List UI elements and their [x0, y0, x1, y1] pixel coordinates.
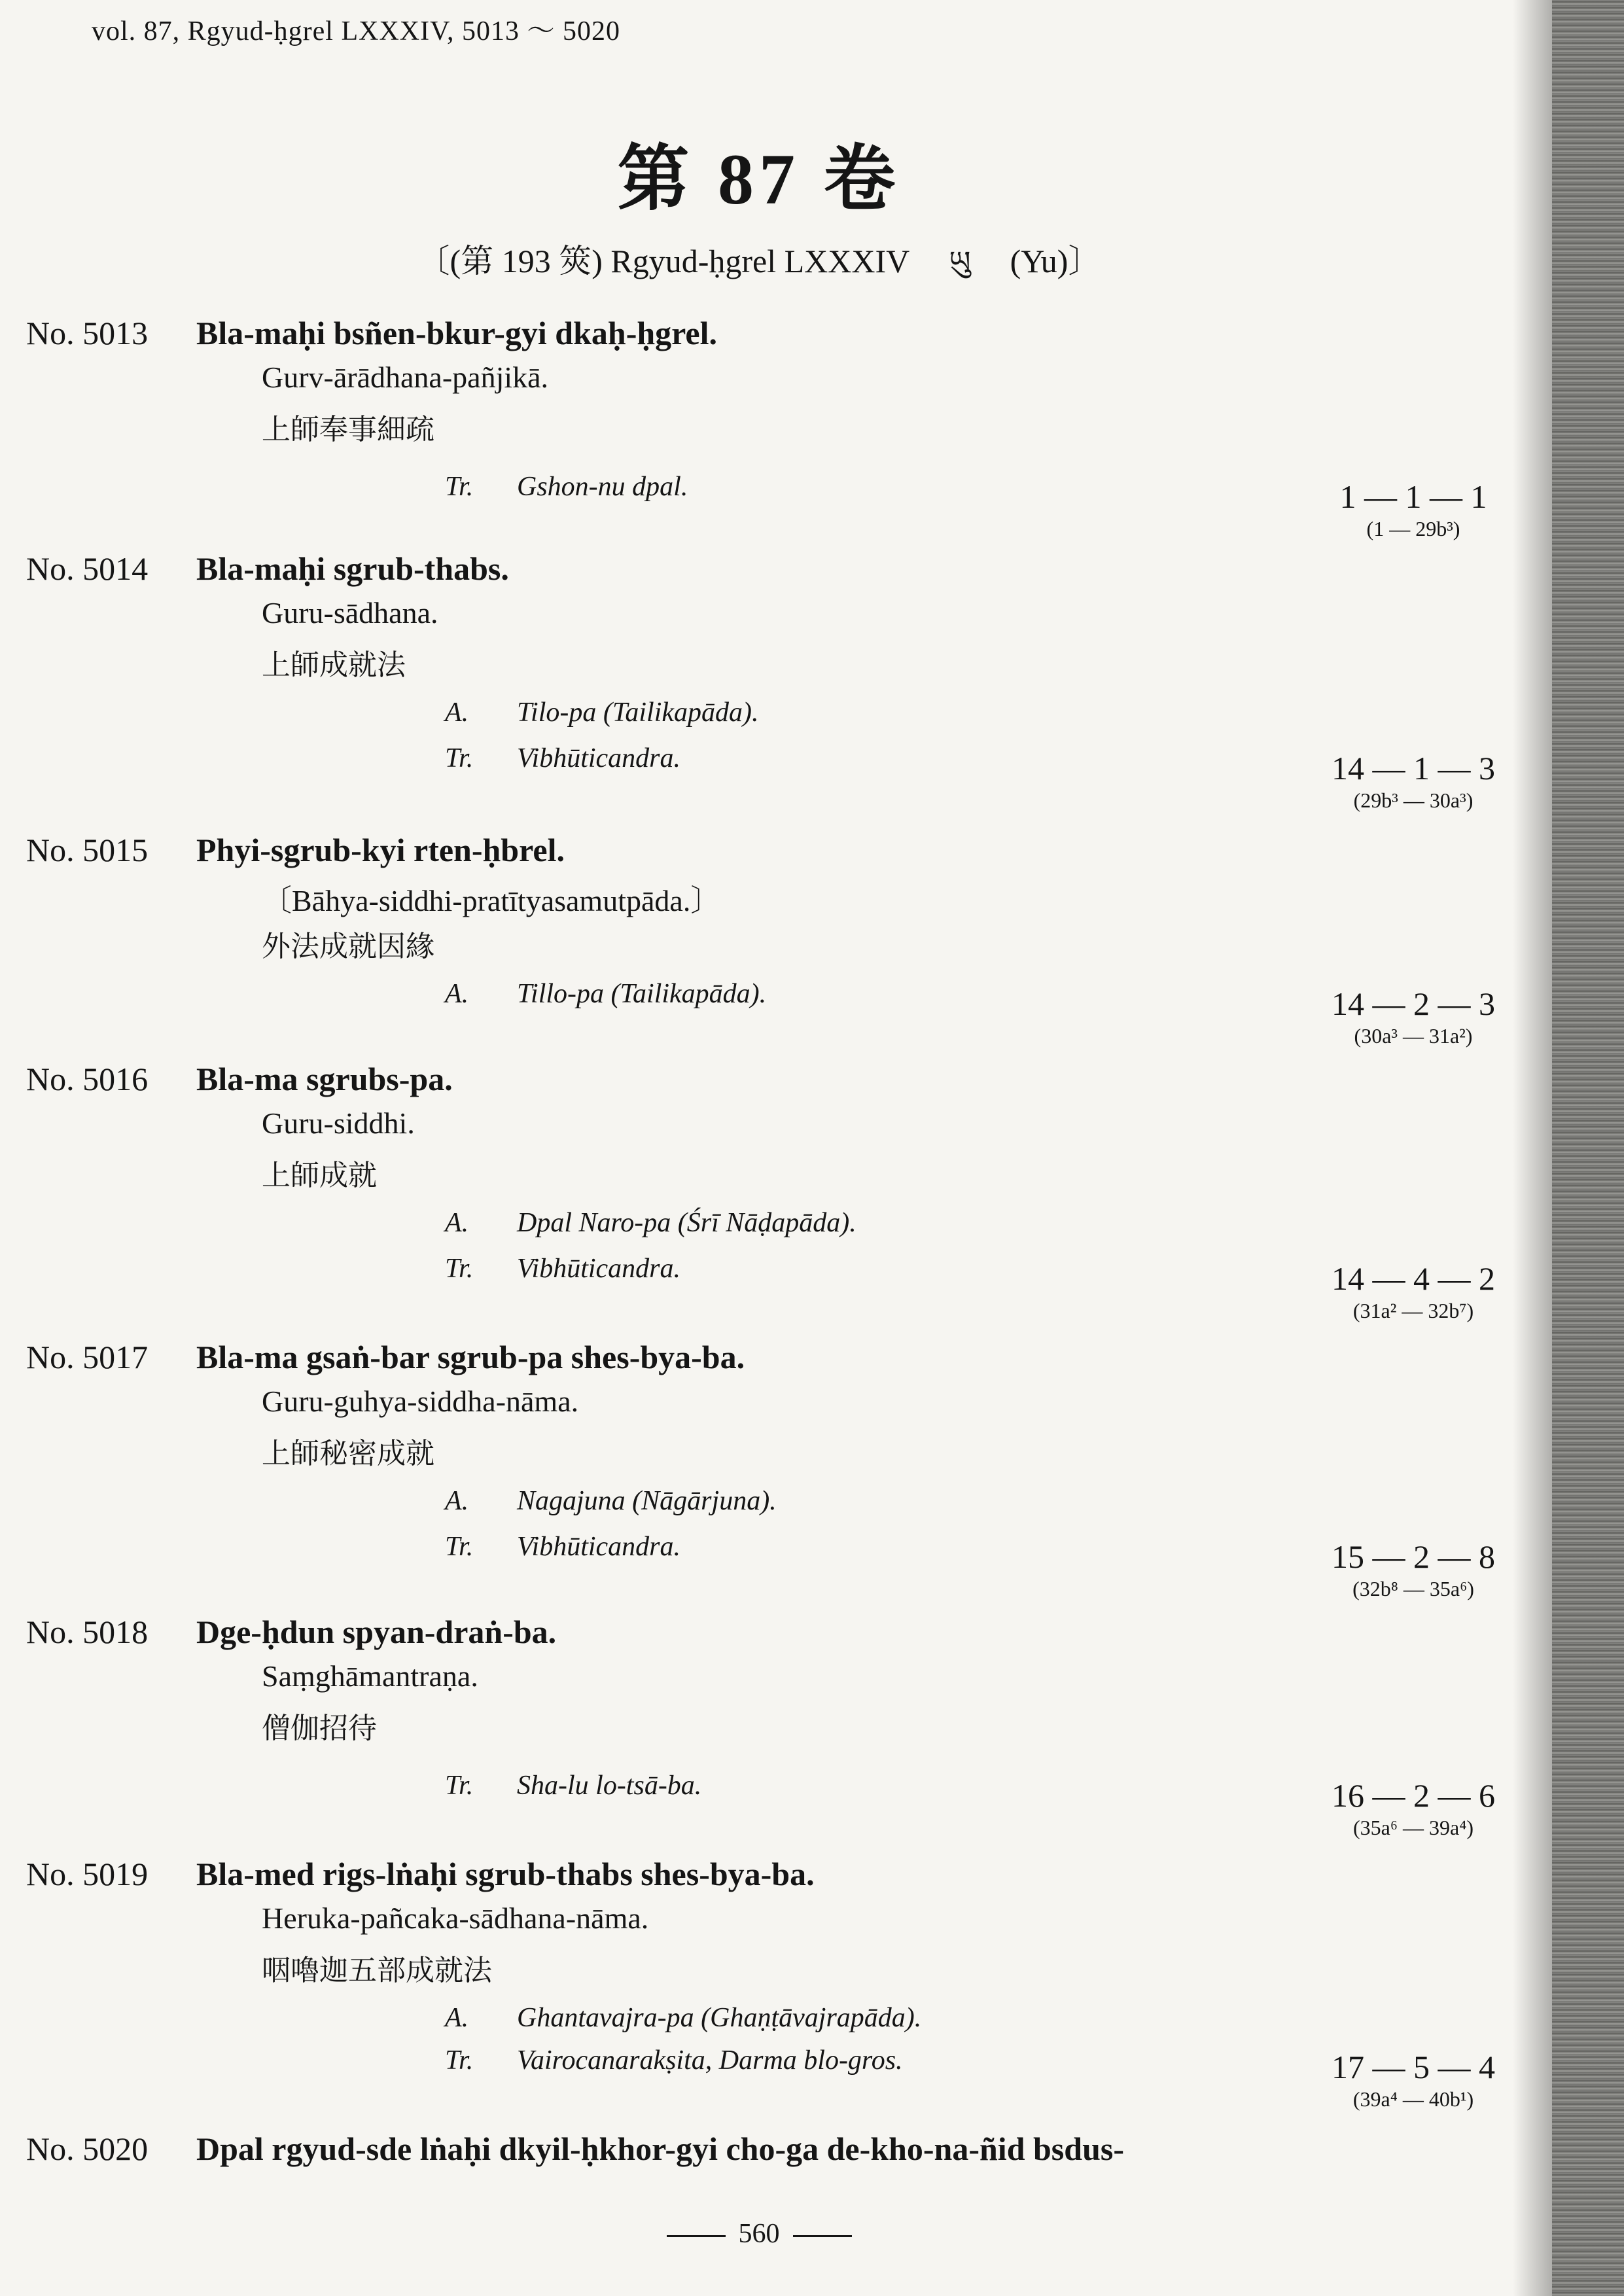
author-tag: A. — [445, 979, 469, 1009]
entry-number: No. 5018 — [26, 1614, 149, 1650]
entry-folio-range: (39a⁴ — 40b¹) — [1352, 2087, 1474, 2111]
entry-author — [445, 2002, 921, 2034]
entry-folio-range: (32b⁸ — 35a⁶) — [1352, 1577, 1474, 1600]
entry-tibetan-title: Dpal rgyud-sde lṅaḥi dkyil-ḥkhor-gyi cho-ga de-kho-na-ñid bsdus- — [196, 2130, 1124, 2167]
translator-name: Vibhūticandra. — [517, 1532, 681, 1562]
entry-tibetan-title: Dge-ḥdun spyan-draṅ-ba. — [196, 1614, 557, 1650]
entry-sanskrit-title: Guru-siddhi. — [262, 1106, 415, 1140]
entry-translator — [445, 1253, 680, 1284]
volume-subtitle — [0, 229, 1518, 313]
entry-number: No. 5017 — [26, 1339, 149, 1375]
translator-name: Vairocanarakṣita, Darma blo-gros. — [517, 2045, 903, 2075]
entry-tibetan-title: Bla-maḥi sgrub-thabs. — [196, 550, 509, 587]
translator-tag: Tr. — [445, 1771, 474, 1801]
translator-name: Sha-lu lo-tsā-ba. — [517, 1771, 702, 1801]
entry-tibetan-title: Bla-ma sgrubs-pa. — [196, 1061, 453, 1097]
entry-reference: 15 — 2 — 8 — [1332, 1538, 1495, 1575]
catalog-entry — [0, 2130, 1544, 2182]
entry-author — [445, 1485, 777, 1517]
volume-title: 第 87 卷 — [617, 139, 901, 219]
entry-translator — [445, 1770, 701, 1801]
catalog-entry — [0, 1855, 1544, 2111]
author-name: Dpal Naro-pa (Śrī Nāḍapāda). — [517, 1208, 856, 1238]
entry-number: No. 5014 — [26, 550, 149, 587]
translator-name: Vibhūticandra. — [517, 1254, 681, 1284]
entry-translator — [445, 471, 688, 503]
entry-number: No. 5020 — [26, 2130, 149, 2167]
entry-chinese-title: 僧伽招待 — [262, 1712, 377, 1745]
entry-folio-range: (29b³ — 30a³) — [1353, 788, 1474, 812]
entry-tibetan-title: Phyi-sgrub-kyi rten-ḥbrel. — [196, 832, 565, 868]
entry-sanskrit-title: Guru-sādhana. — [262, 596, 438, 629]
author-name: Ghantavajra-pa (Ghaṇṭāvajrapāda). — [517, 2003, 922, 2033]
catalog-entry — [0, 1060, 1544, 1322]
catalog-entry — [0, 831, 1544, 1080]
entry-folio-range: (1 — 29b³) — [1366, 517, 1460, 540]
catalog-entry — [0, 1613, 1544, 1862]
author-tag: A. — [445, 1208, 469, 1238]
entry-tibetan-title: Bla-ma gsaṅ-bar sgrub-pa shes-bya-ba. — [196, 1339, 745, 1375]
page-number — [0, 2218, 1518, 2250]
author-name: Nagajuna (Nāgārjuna). — [517, 1486, 777, 1516]
page-number-dash-right — [793, 2235, 852, 2237]
entry-tibetan-title: Bla-med rigs-lṅaḥi sgrub-thabs shes-bya-ba. — [196, 1856, 815, 1892]
entry-sanskrit-title: Saṃghāmantraṇa. — [262, 1659, 478, 1693]
page-number-dash-left — [667, 2235, 726, 2237]
page-edge — [1552, 0, 1624, 2296]
entry-sanskrit-title: Gurv-ārādhana-pañjikā. — [262, 361, 549, 394]
entry-sanskrit-title: Guru-guhya-siddha-nāma. — [262, 1385, 579, 1418]
author-tag: A. — [445, 698, 469, 728]
entry-tibetan-title: Bla-maḥi bsñen-bkur-gyi dkaḥ-ḥgrel. — [196, 315, 718, 351]
translator-name: Gshon-nu dpal. — [517, 472, 688, 502]
entry-reference: 1 — 1 — 1 — [1339, 478, 1487, 515]
translator-tag: Tr. — [445, 472, 474, 502]
subtitle-prefix: 〔(第 193 筴) Rgyud-ḥgrel LXXXIV — [417, 243, 910, 279]
entry-reference: 17 — 5 — 4 — [1332, 2049, 1495, 2085]
author-name: Tilo-pa (Tailikapāda). — [517, 698, 759, 728]
entry-folio-range: (31a² — 32b⁷) — [1352, 1299, 1474, 1322]
translator-tag: Tr. — [445, 1532, 474, 1562]
entry-chinese-title: 外法成就因緣 — [262, 930, 434, 963]
author-tag: A. — [445, 2003, 469, 2033]
entry-reference: 16 — 2 — 6 — [1332, 1777, 1495, 1814]
catalog-entry — [0, 314, 1544, 563]
subtitle-letter: ཡུ — [949, 245, 971, 279]
translator-tag: Tr. — [445, 1254, 474, 1284]
entry-folio-range: (35a⁶ — 39a⁴) — [1352, 1816, 1474, 1839]
entry-translator — [445, 1531, 680, 1563]
entry-chinese-title: 上師秘密成就 — [262, 1437, 434, 1470]
entry-sanskrit-title: 〔Bāhya-siddhi-pratītyasamutpāda.〕 — [262, 884, 721, 917]
translator-name: Vibhūticandra. — [517, 743, 681, 773]
entry-translator — [445, 2045, 903, 2076]
entry-number: No. 5015 — [26, 832, 149, 868]
entry-sanskrit-title: Heruka-pañcaka-sādhana-nāma. — [262, 1901, 649, 1935]
catalog-entry — [0, 1338, 1544, 1600]
subtitle-suffix: (Yu)〕 — [1010, 243, 1101, 279]
entry-chinese-title: 上師成就 — [262, 1159, 377, 1192]
entry-number: No. 5019 — [26, 1856, 149, 1892]
entry-translator — [445, 743, 680, 774]
translator-tag: Tr. — [445, 743, 474, 773]
entry-reference: 14 — 4 — 2 — [1332, 1260, 1495, 1297]
entry-reference: 14 — 1 — 3 — [1332, 750, 1495, 786]
translator-tag: Tr. — [445, 2045, 474, 2075]
author-name: Tillo-pa (Tailikapāda). — [517, 979, 767, 1009]
entry-chinese-title: 咽嚕迦五部成就法 — [262, 1954, 492, 1987]
author-tag: A. — [445, 1486, 469, 1516]
page-number-text: 560 — [738, 2219, 780, 2249]
catalog-entry — [0, 550, 1544, 812]
entry-author — [445, 1207, 856, 1239]
entry-reference: 14 — 2 — 3 — [1332, 985, 1495, 1022]
entry-author — [445, 978, 766, 1010]
running-head: vol. 87, Rgyud-ḥgrel LXXXIV, 5013 ～ 5020 — [92, 16, 621, 46]
entry-number: No. 5013 — [26, 315, 149, 351]
entry-chinese-title: 上師成就法 — [262, 648, 406, 682]
entry-chinese-title: 上師奉事細疏 — [262, 413, 434, 446]
entry-author — [445, 697, 759, 728]
entry-number: No. 5016 — [26, 1061, 149, 1097]
entry-folio-range: (30a³ — 31a²) — [1354, 1024, 1473, 1048]
